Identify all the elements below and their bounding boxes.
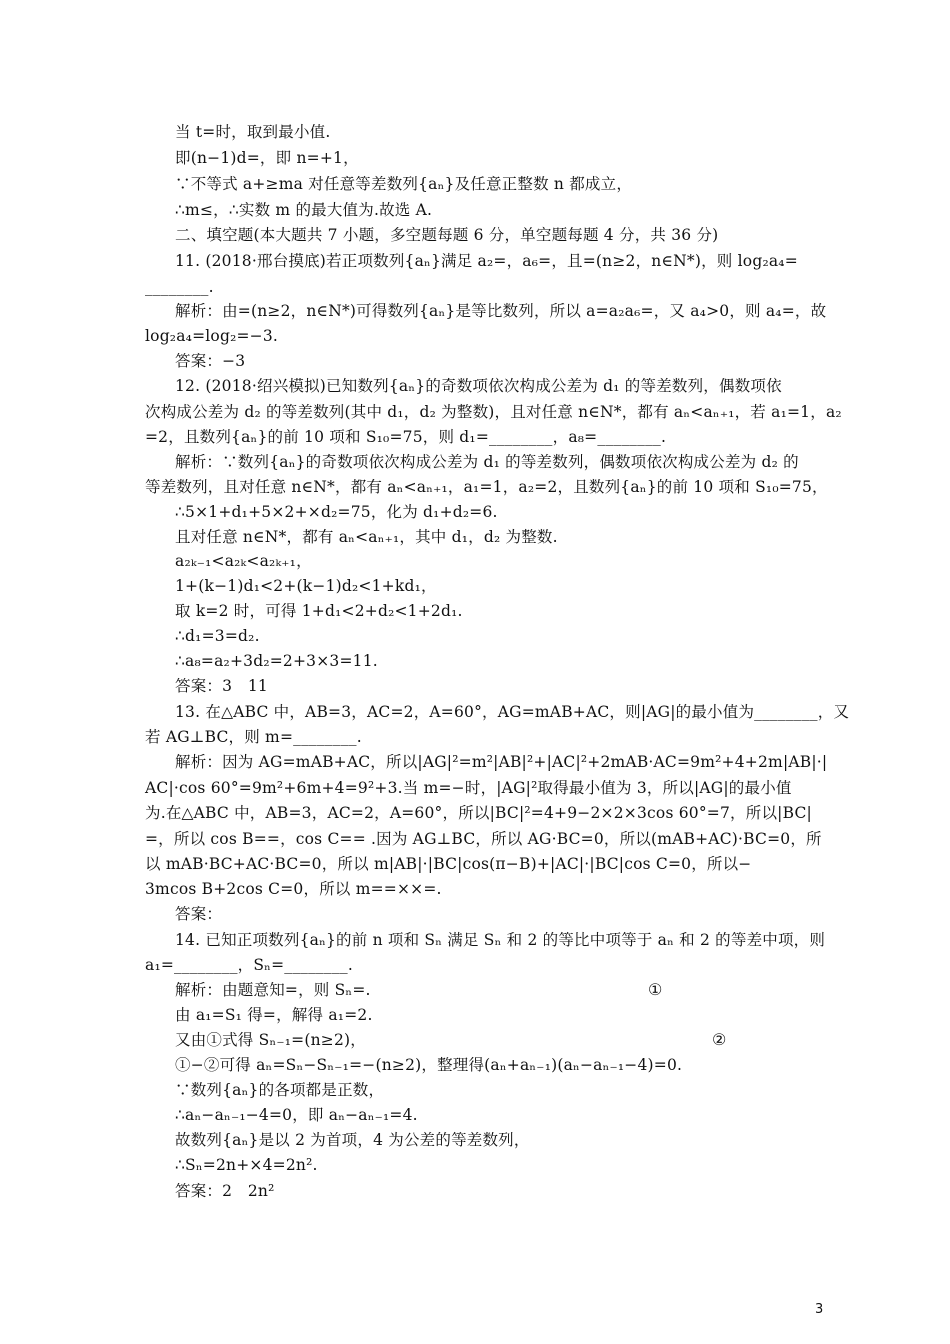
text-line: AC|·cos 60°=9m²+6m+4=9²+3.当 m=−时，|AG|²取得最小值为 3，所以|AG|的最小值 [145,779,792,797]
text-line: =2，且数列{aₙ}的前 10 项和 S₁₀=75，则 d₁=________，a₈=________. [145,428,667,446]
text-line: 故数列{aₙ}是以 2 为首项，4 为公差的等差数列， [175,1131,530,1149]
question-11: 11. (2018·邢台摸底)若正项数列{aₙ}满足 a₂=，a₆=，且=(n≥2，n∈N*)，则 log₂a₄= [175,252,798,270]
text-line: =，所以 cos B==，cos C== .因为 AG⊥BC，所以 AG·BC=0，所以(mAB+AC)·BC=0，所 [145,830,822,848]
text-line: 又由①式得 Sₙ₋₁=(n≥2)， [175,1031,366,1049]
text-line: 取 k=2 时，可得 1+d₁<2+d₂<1+2d₁. [175,602,463,620]
text-line: 解析：∵数列{aₙ}的奇数项依次构成公差为 d₁ 的等差数列，偶数项依次构成公差为 d₂ 的 [175,453,799,471]
text-line: 以 mAB·BC+AC·BC=0，所以 m|AB|·|BC|cos(π−B)+|AC|·|BC|cos C=0，所以− [145,855,752,873]
text-line: 由 a₁=S₁ 得=，解得 a₁=2. [175,1006,373,1024]
question-14: 14. 已知正项数列{aₙ}的前 n 项和 Sₙ 满足 Sₙ 和 2 的等比中项等于 aₙ 和 2 的等差中项，则 [175,931,826,949]
answer-line: 答案： [175,905,223,923]
text-line: ①−②可得 aₙ=Sₙ−Sₙ₋₁=−(n≥2)，整理得(aₙ+aₙ₋₁)(aₙ−aₙ₋₁−4)=0. [175,1056,683,1074]
answer-line: 答案：3 11 [175,677,268,695]
question-13: 13. 在△ABC 中，AB=3，AC=2，A=60°，AG=mAB+AC，则|AG|的最小值为________，又 [175,703,850,721]
answer-blank: ________. [145,278,214,296]
text-line: ∴Sₙ=2n+×4=2n². [175,1156,318,1174]
question-12: 12. (2018·绍兴模拟)已知数列{aₙ}的奇数项依次构成公差为 d₁ 的等差数列，偶数项依 [175,377,782,395]
text-line: log₂a₄=log₂=−3. [145,327,279,345]
text-line: 若 AG⊥BC，则 m=________. [145,728,362,746]
text-line: 次构成公差为 d₂ 的等差数列(其中 d₁，d₂ 为整数)，且对任意 n∈N*，都有 aₙ<aₙ₊₁，若 a₁=1，a₂ [145,403,842,421]
text-line: ∴aₙ−aₙ₋₁−4=0，即 aₙ−aₙ₋₁=4. [175,1106,418,1124]
text-line: 且对任意 n∈N*，都有 aₙ<aₙ₊₁，其中 d₁，d₂ 为整数. [175,528,558,546]
answer-line: 答案：−3 [175,352,246,370]
text-line: 3mcos B+2cos C=0，所以 m==××=. [145,880,442,898]
text-line: ∴a₈=a₂+3d₂=2+3×3=11. [175,652,378,670]
equation-marker-1: ① [648,980,663,999]
text-line: ∴5×1+d₁+5×2+×d₂=75，化为 d₁+d₂=6. [175,503,498,521]
text-line: 1+(k−1)d₁<2+(k−1)d₂<1+kd₁， [175,577,437,595]
text-line: ∵数列{aₙ}的各项都是正数， [175,1081,385,1099]
text-line: 解析：由题意知=，则 Sₙ=. [175,981,371,999]
text-line: a₁=________，Sₙ=________. [145,956,353,974]
section-heading: 二、填空题(本大题共 7 小题，多空题每题 6 分，单空题每题 4 分，共 36 分) [175,226,719,244]
text-line: 为.在△ABC 中，AB=3，AC=2，A=60°，所以|BC|²=4+9−2×2×3cos 60°=7，所以|BC| [145,804,812,822]
text-line: ∵不等式 a+≥ma 对任意等差数列{aₙ}及任意正整数 n 都成立， [175,175,633,193]
text-line: 等差数列，且对任意 n∈N*，都有 aₙ<aₙ₊₁，a₁=1，a₂=2，且数列{aₙ}的前 10 项和 S₁₀=75， [145,478,828,496]
text-line: ∴m≤，∴实数 m 的最大值为.故选 A. [175,201,433,219]
answer-line: 答案：2 2n² [175,1182,275,1200]
equation-marker-2: ② [712,1030,727,1049]
text-line: 即(n−1)d=，即 n=+1， [175,149,359,167]
text-line: a₂ₖ₋₁<a₂ₖ<a₂ₖ₊₁， [175,552,312,570]
text-line: 解析：由=(n≥2，n∈N*)可得数列{aₙ}是等比数列，所以 a=a₂a₆=，又 a₄>0，则 a₄=，故 [175,302,827,320]
page-number: 3 [815,1302,824,1317]
text-line: 解析：因为 AG=mAB+AC，所以|AG|²=m²|AB|²+|AC|²+2mAB·AC=9m²+4+2m|AB|·| [175,753,828,771]
text-line: 当 t=时，取到最小值. [175,123,331,141]
text-line: ∴d₁=3=d₂. [175,627,260,645]
